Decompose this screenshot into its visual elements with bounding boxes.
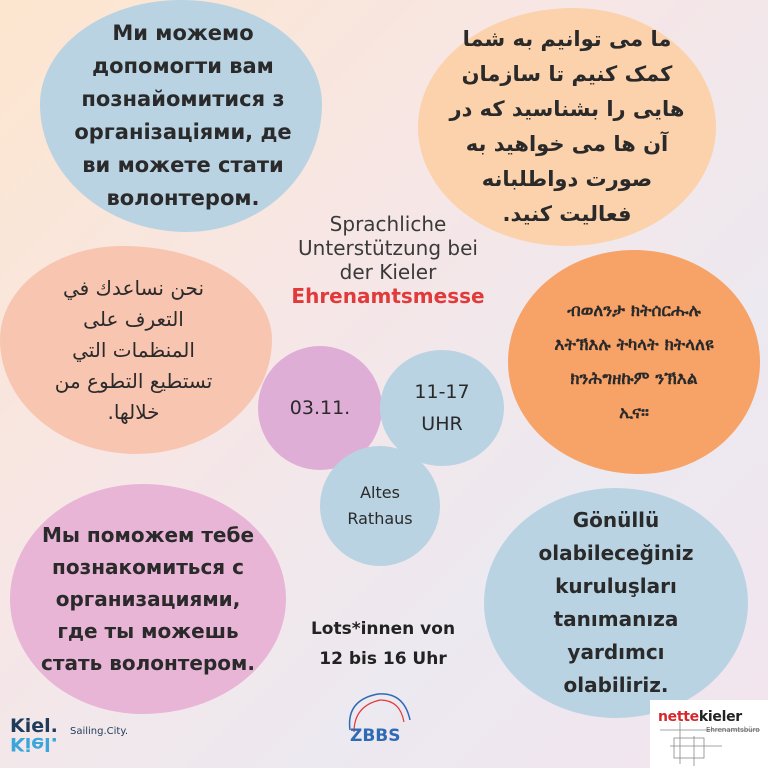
bubble-ukrainian-text: Ми можемо допомогти вам познайомитися з організаціями, де ви можете стати волонтером. — [74, 21, 292, 210]
bubble-russian — [10, 484, 286, 714]
bubble-ukrainian — [40, 0, 322, 232]
nettekieler-logo-word: nettekieler — [658, 709, 742, 725]
event-title-highlight: Ehrenamtsmesse — [291, 284, 485, 308]
bubble-turkish-text: Gönüllü olabileceğiniz kuruluşları tanımanıza yardımcı olabiliriz. — [538, 508, 694, 697]
event-place-line2: Rathaus — [347, 509, 413, 528]
zbbs-logo-text: ZBBS — [350, 726, 401, 746]
nettekieler-logo-sub: Ehrenamtsbüro — [706, 726, 760, 734]
kiel-logo-claim: Sailing.City. — [70, 726, 129, 737]
bubble-turkish — [484, 488, 748, 718]
nettekieler-logo — [650, 700, 768, 768]
bubble-tigrinya — [508, 250, 760, 474]
kiel-logo — [10, 716, 140, 760]
bubble-arabic-text: نحن نساعدك في التعرف على المنظمات التي تستطيع التطوع من خلالها. — [54, 275, 213, 424]
bubble-tigrinya-text: ብወለንታ ክትሰርሑሉ እትኽእሉ ትካላት ክትላለዩ ክንሕግዘኩም ንኽእል ኢና። — [554, 301, 714, 423]
bubble-arabic — [0, 246, 272, 454]
event-time-unit: UHR — [421, 413, 463, 435]
event-time-range: 11-17 — [414, 381, 470, 403]
event-date: 03.11. — [289, 397, 351, 419]
bubble-russian-text: Мы поможем тебе познакомиться с организациями, где ты можешь стать волонтером. — [41, 523, 255, 675]
zbbs-logo — [342, 690, 428, 752]
event-place-line1: Altes — [360, 483, 400, 502]
bubble-persian-text: ما می توانیم به شما کمک کنیم تا سازمان هایی را بشناسید که در آن ها می خواهید به صورت دواطلبانه فعالیت کنید. — [449, 27, 685, 226]
event-place-circle — [320, 446, 440, 566]
kiel-logo-word: Kiel. — [10, 715, 58, 737]
guides-info: Lots*innen von 12 bis 16 Uhr — [310, 619, 456, 669]
event-title: Sprachliche Unterstützung bei der Kieler Ehrenamtsmesse — [258, 212, 518, 308]
kiel-logo-mirror: Kiel. — [10, 733, 58, 755]
bubble-persian — [418, 8, 716, 246]
